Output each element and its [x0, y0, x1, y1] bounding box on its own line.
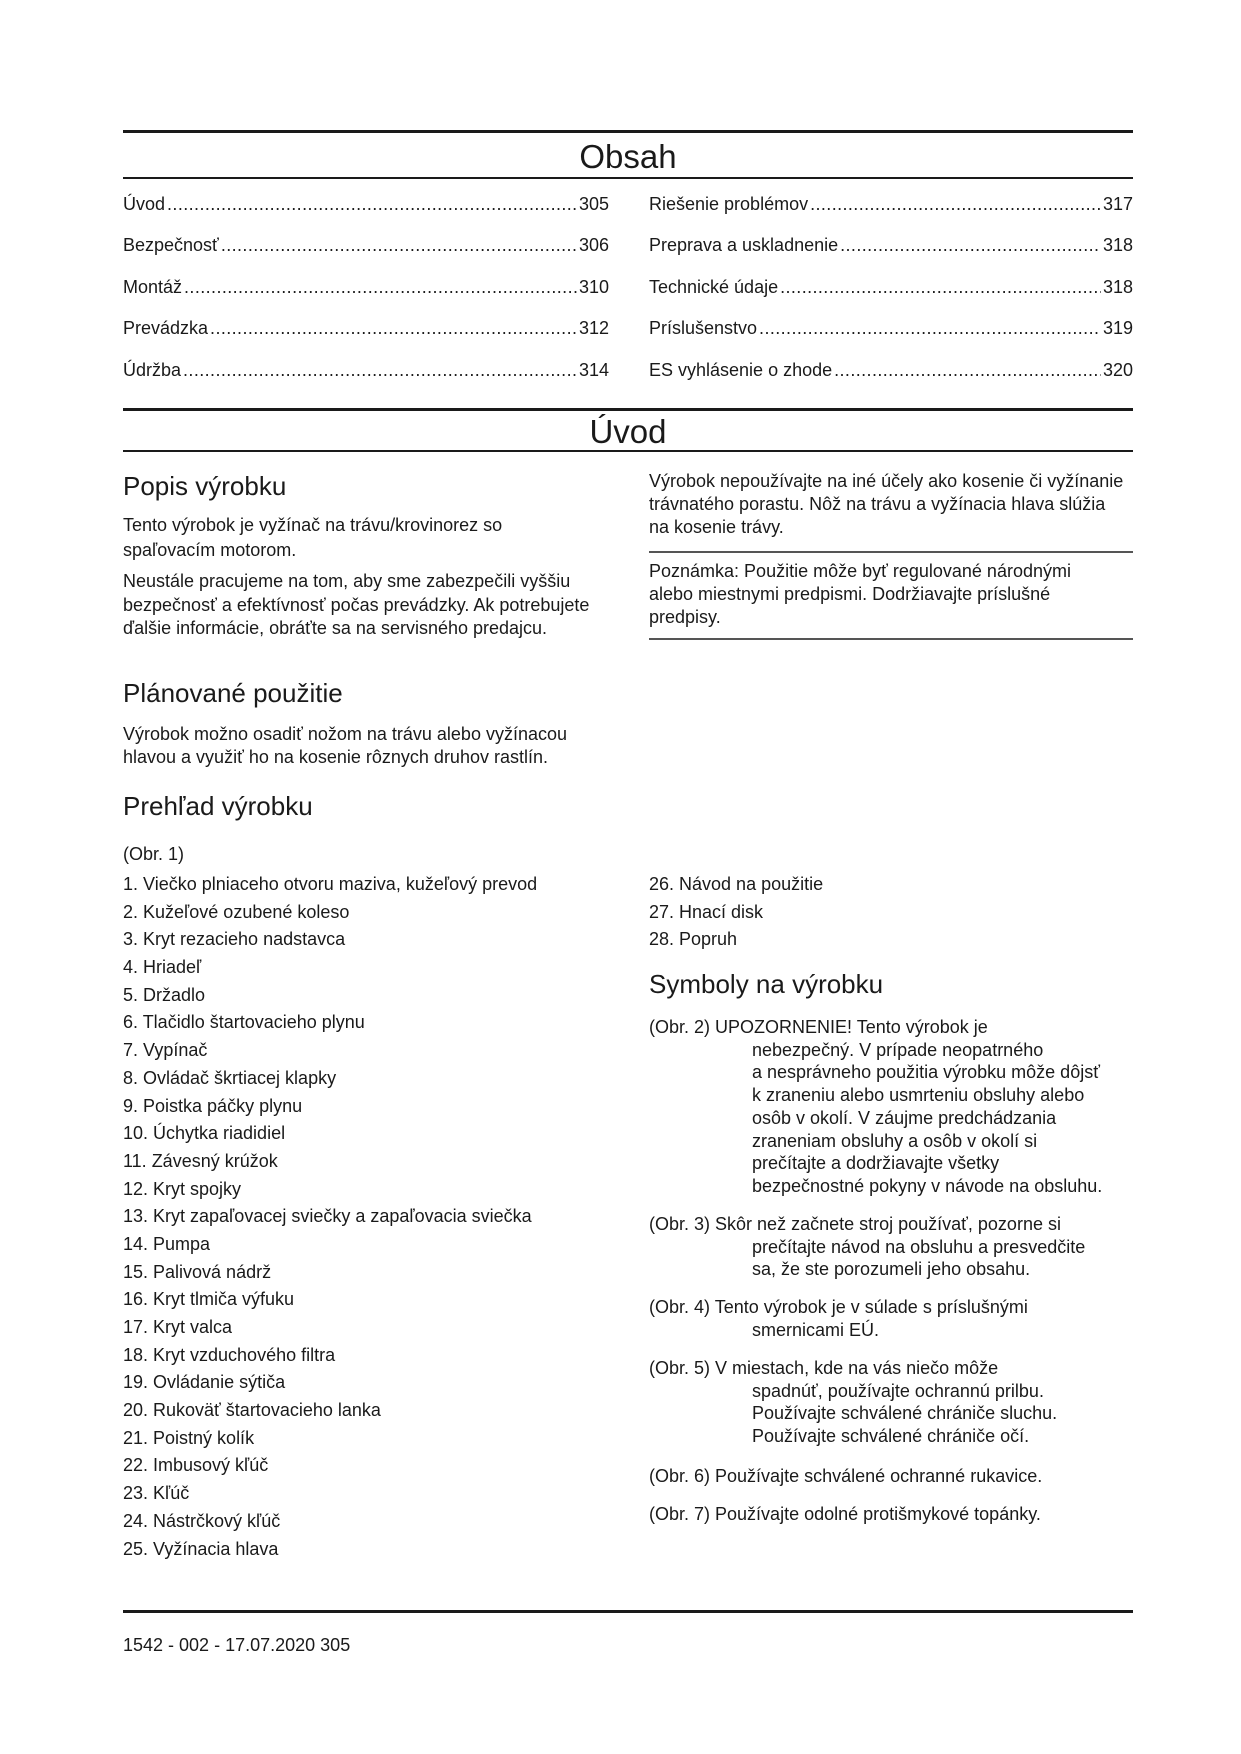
toc-entry[interactable]: [123, 359, 609, 381]
toc-entry-label: Montáž: [123, 277, 183, 297]
symboly-heading: Symboly na výrobku: [649, 969, 884, 999]
toc-entry-page: 312: [578, 318, 609, 338]
intro-title: Úvod: [589, 413, 667, 450]
list-item: 9. Poistka páčky plynu: [123, 1095, 303, 1116]
toc-entry-label: Riešenie problémov: [649, 194, 809, 214]
symbol-text-line: UPOZORNENIE! Tento výrobok je: [715, 1017, 988, 1037]
symbol-ref: (Obr. 7): [649, 1504, 711, 1524]
symbol-text-line: Skôr než začnete stroj používať, pozorne si: [715, 1214, 1061, 1234]
footer-doc-code: 1542 - 002 - 17.07.2020: [123, 1635, 316, 1655]
symbol-ref: (Obr. 4): [649, 1297, 711, 1317]
parts-list-right: [649, 871, 823, 954]
symbol-entry: [649, 1213, 1139, 1281]
symbol-text-line: Používajte schválené ochranné rukavice.: [715, 1466, 1043, 1486]
symbol-text-line: k zraneniu alebo usmrteniu obsluhy alebo: [752, 1085, 1085, 1106]
symbol-text-line: smernicami EÚ.: [752, 1319, 880, 1340]
symbol-text-line: zraneniam obsluhy a osôb v okolí si: [752, 1130, 1038, 1151]
list-item: 13. Kryt zapaľovacej sviečky a zapaľovacia sviečka: [123, 1206, 532, 1227]
toc-entry[interactable]: [123, 234, 609, 256]
list-item: 12. Kryt spojky: [123, 1178, 242, 1199]
toc-entry[interactable]: [649, 359, 1133, 381]
toc-entry[interactable]: [649, 193, 1133, 215]
popis-paragraph-1: Tento výrobok je vyžínač na trávu/krovinorez so spaľovacím motorom.: [123, 515, 503, 560]
symbol-text-line: osôb v okolí. V záujme predchádzania: [752, 1107, 1057, 1128]
note-paragraph: [649, 560, 1109, 629]
list-item: 20. Rukoväť štartovacieho lanka: [123, 1400, 381, 1421]
symbol-ref: (Obr. 6): [649, 1466, 711, 1486]
list-item: 11. Závesný krúžok: [123, 1150, 278, 1171]
list-item: 17. Kryt valca: [123, 1317, 233, 1337]
symbol-entry: [649, 1465, 1139, 1488]
list-item: 4. Hriadeľ: [123, 957, 202, 978]
list-item: 6. Tlačidlo štartovacieho plynu: [123, 1012, 365, 1033]
list-item: 16. Kryt tlmiča výfuku: [123, 1289, 295, 1310]
toc-entry[interactable]: [123, 276, 609, 298]
toc-entry-page: 317: [1102, 194, 1133, 214]
toc-entry-label: Úvod: [123, 194, 166, 214]
symbol-ref: (Obr. 3): [649, 1214, 711, 1234]
toc-entry-label: ES vyhlásenie o zhode: [649, 360, 833, 380]
toc-entry[interactable]: [123, 193, 609, 215]
usage-restriction-paragraph: Výrobok nepoužívajte na iné účely ako kosenie či vyžínanie trávnatého porastu. Nôž na trávu a vyžínacia hlava slúžia na kosenie trávy.: [649, 471, 1124, 537]
note-label: Poznámka:: [649, 561, 740, 581]
symbol-text-line: a nesprávneho použitia výrobku môže dôjsť: [752, 1062, 1100, 1083]
list-item: 24. Nástrčkový kľúč: [123, 1510, 281, 1531]
prehlad-heading: Prehľad výrobku: [123, 791, 313, 821]
toc-entry-page: 318: [1102, 235, 1133, 255]
list-item: 28. Popruh: [649, 929, 738, 950]
footer-rule: [123, 1610, 1133, 1613]
symbol-entry: [649, 1357, 1139, 1448]
popis-paragraph-2: Neustále pracujeme na tom, aby sme zabezpečili vyššiu bezpečnosť a efektívnosť počas prevádzky. Ak potrebujete ďalšie informácie, obráťte sa na servisného predajcu.: [123, 571, 590, 638]
intro-title-rule: [123, 450, 1133, 452]
symbol-text-line: spadnúť, používajte ochrannú prilbu.: [752, 1380, 1044, 1401]
planovane-paragraph: Výrobok možno osadiť nožom na trávu alebo vyžínacou hlavou a využiť ho na kosenie rôznych druhov rastlín.: [123, 724, 567, 767]
list-item: 15. Palivová nádrž: [123, 1261, 272, 1282]
list-item: 18. Kryt vzduchového filtra: [123, 1344, 336, 1365]
list-item: 22. Imbusový kľúč: [123, 1455, 269, 1476]
parts-list-left: [123, 871, 537, 1563]
toc-entry-label: Príslušenstvo: [649, 318, 758, 338]
symbol-entry: [649, 1296, 1139, 1341]
toc-entry-page: 314: [578, 360, 609, 380]
planovane-heading: Plánované použitie: [123, 678, 343, 708]
symbol-entry: [649, 1503, 1139, 1526]
note-bottom-rule: [649, 638, 1133, 640]
toc-entry-page: 306: [578, 235, 609, 255]
list-item: 5. Držadlo: [123, 984, 206, 1005]
list-item: 26. Návod na použitie: [649, 874, 824, 894]
toc-entry-label: Bezpečnosť: [123, 235, 219, 255]
toc-entry-label: Prevádzka: [123, 318, 209, 338]
symbol-text-line: Používajte schválené chrániče očí.: [752, 1426, 1030, 1447]
list-item: 3. Kryt rezacieho nadstavca: [123, 929, 346, 950]
toc-entry-page: 319: [1102, 318, 1133, 338]
toc-entry[interactable]: [649, 276, 1133, 298]
toc-entry-label: Preprava a uskladnenie: [649, 235, 839, 255]
list-item: 27. Hnací disk: [649, 901, 764, 922]
list-item: 23. Kľúč: [123, 1483, 190, 1504]
symbol-text-line: bezpečnostné pokyny v návode na obsluhu.: [752, 1175, 1103, 1196]
symbol-text-line: prečítajte a dodržiavajte všetky: [752, 1153, 1000, 1174]
list-item: 1. Viečko plniaceho otvoru maziva, kužeľový prevod: [123, 874, 538, 894]
list-item: 7. Vypínač: [123, 1040, 208, 1061]
list-item: 8. Ovládač škrtiacej klapky: [123, 1067, 337, 1088]
toc-entry-page: 318: [1102, 277, 1133, 297]
symbol-ref: (Obr. 2): [649, 1017, 711, 1037]
symbol-text-line: Používajte odolné protišmykové topánky.: [715, 1504, 1041, 1524]
toc-entry[interactable]: [123, 317, 609, 339]
popis-heading: Popis výrobku: [123, 471, 287, 501]
list-item: 21. Poistný kolík: [123, 1427, 255, 1448]
toc-title-rule: [123, 177, 1133, 179]
list-item: 10. Úchytka riadidiel: [123, 1123, 286, 1144]
symbol-ref: (Obr. 5): [649, 1358, 711, 1378]
toc-entry-page: 305: [578, 194, 609, 214]
toc-entry-label: Údržba: [123, 360, 182, 380]
note-text: Použitie môže byť regulované národnými alebo miestnymi predpismi. Dodržiavajte príslušné predpisy.: [649, 561, 1071, 627]
footer-page-number: 305: [320, 1635, 351, 1655]
list-item: 25. Vyžínacia hlava: [123, 1538, 279, 1559]
note-top-rule: [649, 551, 1133, 553]
list-item: 14. Pumpa: [123, 1233, 211, 1254]
symbol-text-line: prečítajte návod na obsluhu a presvedčite: [752, 1236, 1086, 1257]
toc-entry[interactable]: [649, 317, 1133, 339]
toc-entry[interactable]: [649, 234, 1133, 256]
toc-title: Obsah: [579, 138, 677, 175]
toc-entry-label: Technické údaje: [649, 277, 779, 297]
symbol-text-line: Používajte schválené chrániče sluchu.: [752, 1403, 1058, 1424]
toc-top-rule: [123, 130, 1133, 133]
symbol-entry: [649, 1016, 1139, 1198]
page-footer: [123, 1634, 350, 1656]
toc-entry-page: 310: [578, 277, 609, 297]
intro-top-rule: [123, 408, 1133, 411]
symbol-text-line: sa, že ste porozumeli jeho obsahu.: [752, 1259, 1031, 1280]
symbol-text-line: nebezpečný. V prípade neopatrného: [752, 1039, 1044, 1060]
prehlad-figure-ref: (Obr. 1): [123, 844, 185, 864]
symbol-text-line: Tento výrobok je v súlade s príslušnými: [714, 1297, 1028, 1317]
list-item: 19. Ovládanie sýtiča: [123, 1372, 286, 1393]
list-item: 2. Kužeľové ozubené koleso: [123, 901, 350, 922]
symbol-text-line: V miestach, kde na vás niečo môže: [715, 1358, 999, 1378]
toc-entry-page: 320: [1102, 360, 1133, 380]
